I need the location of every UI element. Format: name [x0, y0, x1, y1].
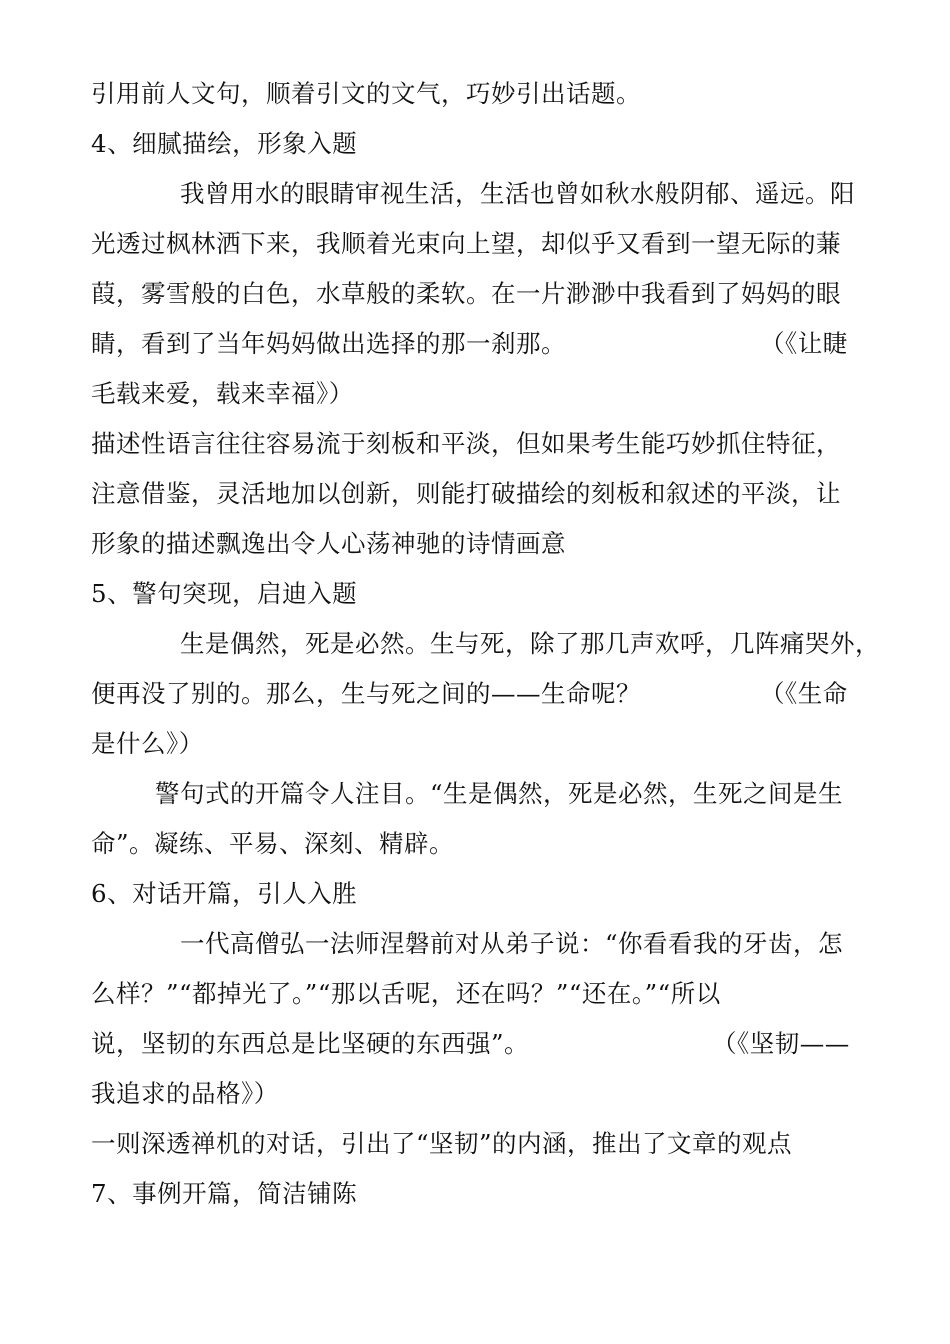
- citation-end: 毛载来爱，载来幸福》）: [91, 379, 354, 408]
- commentary-line: 一则深透禅机的对话，引出了“坚韧”的内涵，推出了文章的观点: [91, 1129, 793, 1158]
- paragraph-line: 一代高僧弘一法师涅磐前对从弟子说：“你看看我的牙齿，怎: [180, 929, 844, 958]
- commentary-line: 描述性语言往往容易流于刻板和平淡，但如果考生能巧妙抓住特征，: [91, 429, 841, 458]
- section-heading-4: 4、细腻描绘，形象入题: [91, 129, 358, 158]
- citation-start: （《坚韧——: [712, 1029, 850, 1058]
- text-line: 引用前人文句，顺着引文的文气，巧妙引出话题。: [91, 79, 641, 108]
- commentary-line: 形象的描述飘逸出令人心荡神驰的诗情画意: [91, 529, 566, 558]
- paragraph-line: 睛，看到了当年妈妈做出选择的那一刹那。: [91, 329, 566, 358]
- section-heading-7: 7、事例开篇，简洁铺陈: [91, 1179, 358, 1208]
- section-heading-5: 5、警句突现，启迪入题: [91, 579, 358, 608]
- section-heading-6: 6、对话开篇，引人入胜: [91, 879, 358, 908]
- citation-start: （《生命: [760, 679, 848, 708]
- commentary-line: 警句式的开篇令人注目。“生是偶然，死是必然，生死之间是生: [155, 779, 844, 808]
- paragraph-line: 我曾用水的眼睛审视生活，生活也曾如秋水般阴郁、遥远。阳: [180, 179, 855, 208]
- citation-end: 我追求的品格》）: [91, 1079, 279, 1108]
- paragraph-line: 光透过枫林洒下来，我顺着光束向上望，却似乎又看到一望无际的蒹: [91, 229, 841, 258]
- commentary-line: 命”。凝练、平易、深刻、精辟。: [91, 829, 455, 858]
- paragraph-line: 生是偶然，死是必然。生与死，除了那几声欢呼，几阵痛哭外，: [180, 629, 880, 658]
- commentary-line: 注意借鉴，灵活地加以创新，则能打破描绘的刻板和叙述的平淡，让: [91, 479, 841, 508]
- paragraph-line: 便再没了别的。那么，生与死之间的——生命呢？: [91, 679, 641, 708]
- citation-start: （《让睫: [760, 329, 848, 358]
- paragraph-line: 么样？”“都掉光了。”“那以舌呢，还在吗？”“还在。”“所以: [91, 979, 721, 1008]
- paragraph-line: 说，坚韧的东西总是比坚硬的东西强”。: [91, 1029, 530, 1058]
- paragraph-line: 葭，雾雪般的白色，水草般的柔软。在一片渺渺中我看到了妈妈的眼: [91, 279, 841, 308]
- citation-end: 是什么》）: [91, 729, 204, 758]
